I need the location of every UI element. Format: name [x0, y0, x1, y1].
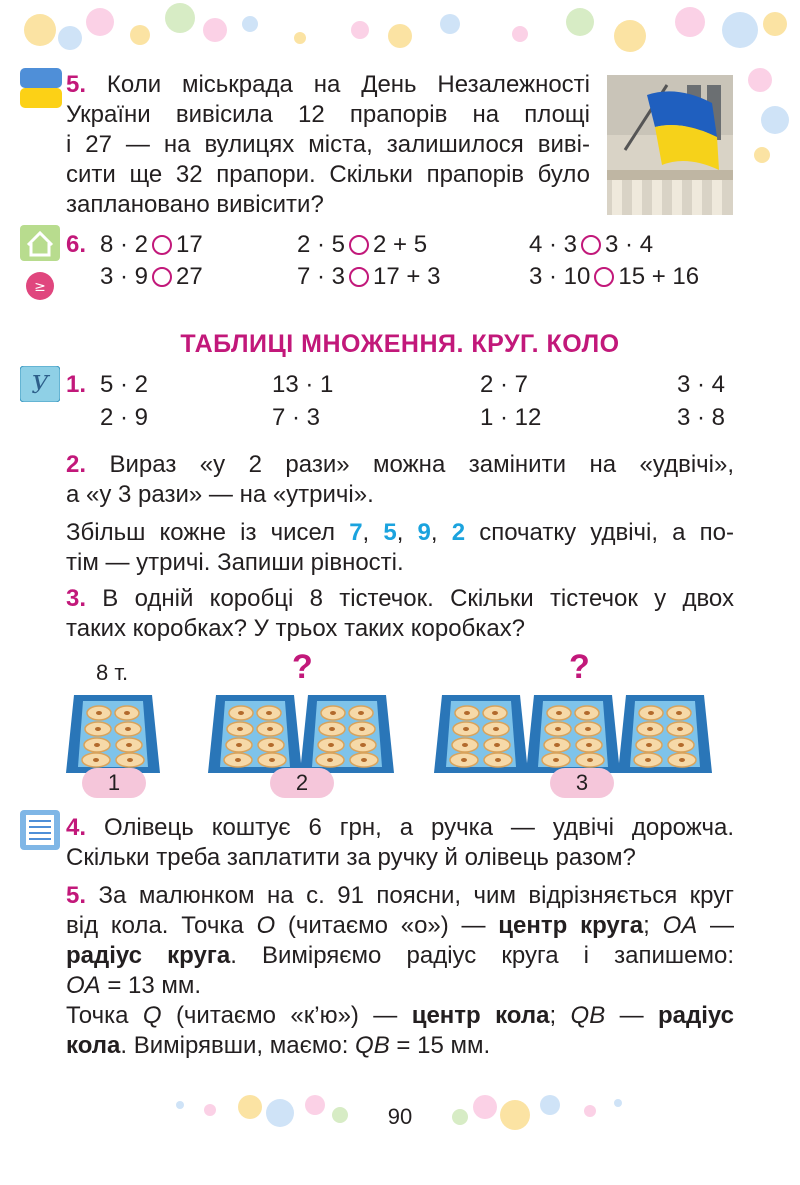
- task-text-line: а «у 3 рази» — на «утричі».: [66, 481, 374, 508]
- task-text-line: заплановано вивісити?: [66, 191, 324, 218]
- comparison-circle[interactable]: [349, 235, 369, 255]
- side-decoration: [740, 60, 800, 170]
- task-5-bottom: [66, 881, 734, 1061]
- task-number: 1.: [66, 371, 87, 398]
- task-text-line: радіус круга. Виміряємо радіус круга і запишемо:: [66, 942, 734, 969]
- task-text-line: кола. Вимірявши, маємо: QB = 15 мм.: [66, 1032, 491, 1059]
- task-4: [66, 813, 734, 873]
- task-text-line: сити ще 32 прапори. Скільки прапорів було: [66, 161, 590, 188]
- svg-text:≥: ≥: [34, 279, 46, 295]
- comparison-circle[interactable]: [594, 267, 614, 287]
- expression: 5 · 2: [100, 371, 149, 398]
- comparison-item: 4 · 3 3 · 4: [529, 231, 654, 258]
- pastry-box: [526, 695, 620, 773]
- task-number: 5.: [66, 882, 87, 909]
- comparison-item: 2 · 5 2 + 5: [297, 231, 428, 258]
- question-mark: ?: [292, 648, 313, 686]
- page-number: 90: [387, 1104, 413, 1129]
- box-group-label: 3: [550, 768, 614, 798]
- task-text-line: Коли міськрада на День Незалежності: [106, 71, 590, 98]
- task-number: 3.: [66, 585, 87, 612]
- comparison-item: 3 · 9 27: [100, 263, 203, 290]
- task-number: 4.: [66, 814, 87, 841]
- task-2: [66, 450, 734, 578]
- task-text-line: В одній коробці 8 тістечок. Скільки тістечок у двох: [102, 585, 735, 612]
- expression: 7 · 3: [272, 404, 321, 431]
- task-text-line: OA = 13 мм.: [66, 972, 202, 999]
- question-mark: ?: [569, 648, 590, 686]
- task-text-line: Точка Q (читаємо «к’ю») — центр кола; QB — радіус: [66, 1002, 735, 1029]
- box-group-label: 2: [270, 768, 334, 798]
- task-text-line: За малюнком на с. 91 поясни, чим відрізняється круг: [98, 882, 735, 909]
- compare-icon: [24, 270, 56, 302]
- pastry-box: [618, 695, 712, 773]
- comparison-circle[interactable]: [152, 267, 172, 287]
- task-number: 6.: [66, 231, 87, 258]
- pastry-box: [66, 695, 160, 773]
- box-group-label: 1: [82, 768, 146, 798]
- task-text-line: України вивісила 12 прапорів на площі: [66, 101, 590, 128]
- task-3: [66, 584, 734, 644]
- top-decoration: [0, 0, 800, 60]
- pastry-boxes-illustration: [60, 688, 750, 780]
- task-text-line: Збільш кожне із чисел 7, 5, 9, 2 спочатку удвічі, а по-: [66, 519, 734, 546]
- section-heading: ТАБЛИЦІ МНОЖЕННЯ. КРУГ. КОЛО: [180, 330, 620, 358]
- task-text-line: від кола. Точка O (читаємо «о») — центр круга; OA —: [66, 912, 735, 939]
- expression: 2 · 7: [480, 371, 529, 398]
- pastry-box: [208, 695, 302, 773]
- task-number: 5.: [66, 71, 87, 98]
- pastry-box: [300, 695, 394, 773]
- task-text-line: Олівець коштує 6 грн, а ручка — удвічі дорожча.: [103, 814, 734, 841]
- oral-task-icon: [20, 366, 60, 402]
- task-text-line: і 27 — на вулицях міста, залишилося виві-: [66, 131, 590, 158]
- notebook-icon: [20, 810, 60, 850]
- pastry-box: [434, 695, 528, 773]
- flag-photo: [607, 75, 733, 215]
- expression: 3 · 8: [677, 404, 726, 431]
- expression: 3 · 4: [677, 371, 726, 398]
- comparison-item: 8 · 2 17: [100, 231, 203, 258]
- task-5-top: [66, 70, 590, 220]
- box-label: 8 т.: [96, 660, 129, 685]
- home-icon: [20, 225, 60, 261]
- task-text-line: тім — утричі. Запиши рівності.: [66, 549, 404, 576]
- comparison-circle[interactable]: [152, 235, 172, 255]
- comparison-item: 7 · 3 17 + 3: [297, 263, 441, 290]
- task-text-line: Вираз «у 2 рази» можна замінити на «удвічі»,: [109, 451, 734, 478]
- task-text-line: таких коробках? У трьох таких коробках?: [66, 615, 526, 642]
- expression: 1 · 12: [480, 404, 542, 431]
- comparison-item: 3 · 10 15 + 16: [529, 263, 700, 290]
- task-text-line: Скільки треба заплатити за ручку й олівець разом?: [66, 844, 636, 871]
- expression: 13 · 1: [272, 371, 334, 398]
- expression: 2 · 9: [100, 404, 149, 431]
- svg-text:У: У: [31, 371, 49, 399]
- flag-icon: [20, 68, 62, 108]
- comparison-circle[interactable]: [349, 267, 369, 287]
- comparison-circle[interactable]: [581, 235, 601, 255]
- task-number: 2.: [66, 451, 87, 478]
